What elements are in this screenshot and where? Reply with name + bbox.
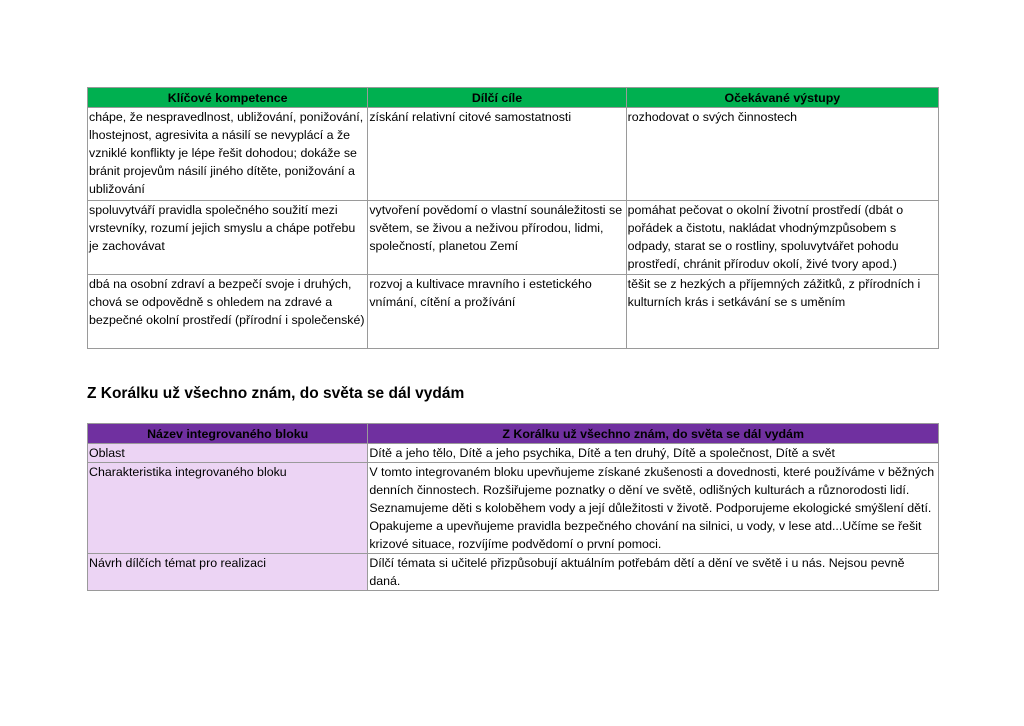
outcome-cell: rozhodovat o svých činnostech: [626, 108, 938, 201]
header-block-name: Název integrovaného bloku: [88, 424, 368, 444]
row-label-area: Oblast: [88, 444, 368, 463]
table-row: [88, 201, 939, 275]
competence-table: [87, 87, 939, 349]
row-label-topics: Návrh dílčích témat pro realizaci: [88, 554, 368, 591]
table-row: [88, 275, 939, 349]
table-row: [88, 108, 939, 201]
competence-cell: dbá na osobní zdraví a bezpečí svoje i druhých, chová se odpovědně s ohledem na zdravé a bezpečné okolní prostředí (přírodní i společenské): [88, 275, 368, 349]
integrated-block-table: [87, 423, 939, 591]
table-row: [88, 554, 939, 591]
table-row: [88, 444, 939, 463]
row-label-characteristics: Charakteristika integrovaného bloku: [88, 463, 368, 554]
row-value-topics: Dílčí témata si učitelé přizpůsobují aktuálním potřebám dětí a dění ve světě i u nás. Nejsou pevně daná.: [368, 554, 939, 591]
competence-cell: spoluvytváří pravidla společného soužití mezi vrstevníky, rozumí jejich smyslu a chápe potřebu je zachovávat: [88, 201, 368, 275]
competence-cell: chápe, že nespravedlnost, ubližování, ponižování, lhostejnost, agresivita a násilí se nevyplácí a že vzniklé konflikty je lépe řešit dohodou; dokáže se bránit projevům násilí jiného dítěte, ponižování a ubližování: [88, 108, 368, 201]
goal-cell: získání relativní citové samostatnosti: [368, 108, 626, 201]
outcome-cell: těšit se z hezkých a příjemných zážitků, z přírodních i kulturních krás i setkávání se s uměním: [626, 275, 938, 349]
table-row: [88, 463, 939, 554]
row-value-area: Dítě a jeho tělo, Dítě a jeho psychika, Dítě a ten druhý, Dítě a společnost, Dítě a svět: [368, 444, 939, 463]
header-key-competences: Klíčové kompetence: [88, 88, 368, 108]
competence-table-header: [88, 88, 939, 108]
header-partial-goals: Dílčí cíle: [368, 88, 626, 108]
goal-cell: rozvoj a kultivace mravního i estetického vnímání, cítění a prožívání: [368, 275, 626, 349]
section-title: Z Korálku už všechno znám, do světa se dál vydám: [87, 385, 465, 402]
header-block-title: Z Korálku už všechno znám, do světa se dál vydám: [368, 424, 939, 444]
block-table-header: [88, 424, 939, 444]
header-expected-outcomes: Očekávané výstupy: [626, 88, 938, 108]
outcome-cell: pomáhat pečovat o okolní životní prostředí (dbát o pořádek a čistotu, nakládat vhodnýmzpůsobem s odpady, starat se o rostliny, spoluvytvářet pohodu prostředí, chránit příroduv okolí, živé tvory apod.): [626, 201, 938, 275]
row-value-characteristics: V tomto integrovaném bloku upevňujeme získané zkušenosti a dovednosti, které používáme v běžných denních činnostech. Rozšiřujeme poznatky o dění ve světě, odlišných kulturách a různorodosti lidí. Seznamujeme děti s koloběhem vody a její důležitosti v životě. Podporujeme ekologické smýšlení dětí. Opakujeme a upevňujeme pravidla bezpečného chování na silnici, u vody, v lese atd...Učíme se řešit krizové situace, rozvíjíme podvědomí o první pomoci.: [368, 463, 939, 554]
goal-cell: vytvoření povědomí o vlastní sounáležitosti se světem, se živou a neživou přírodou, lidmi, společností, planetou Zemí: [368, 201, 626, 275]
